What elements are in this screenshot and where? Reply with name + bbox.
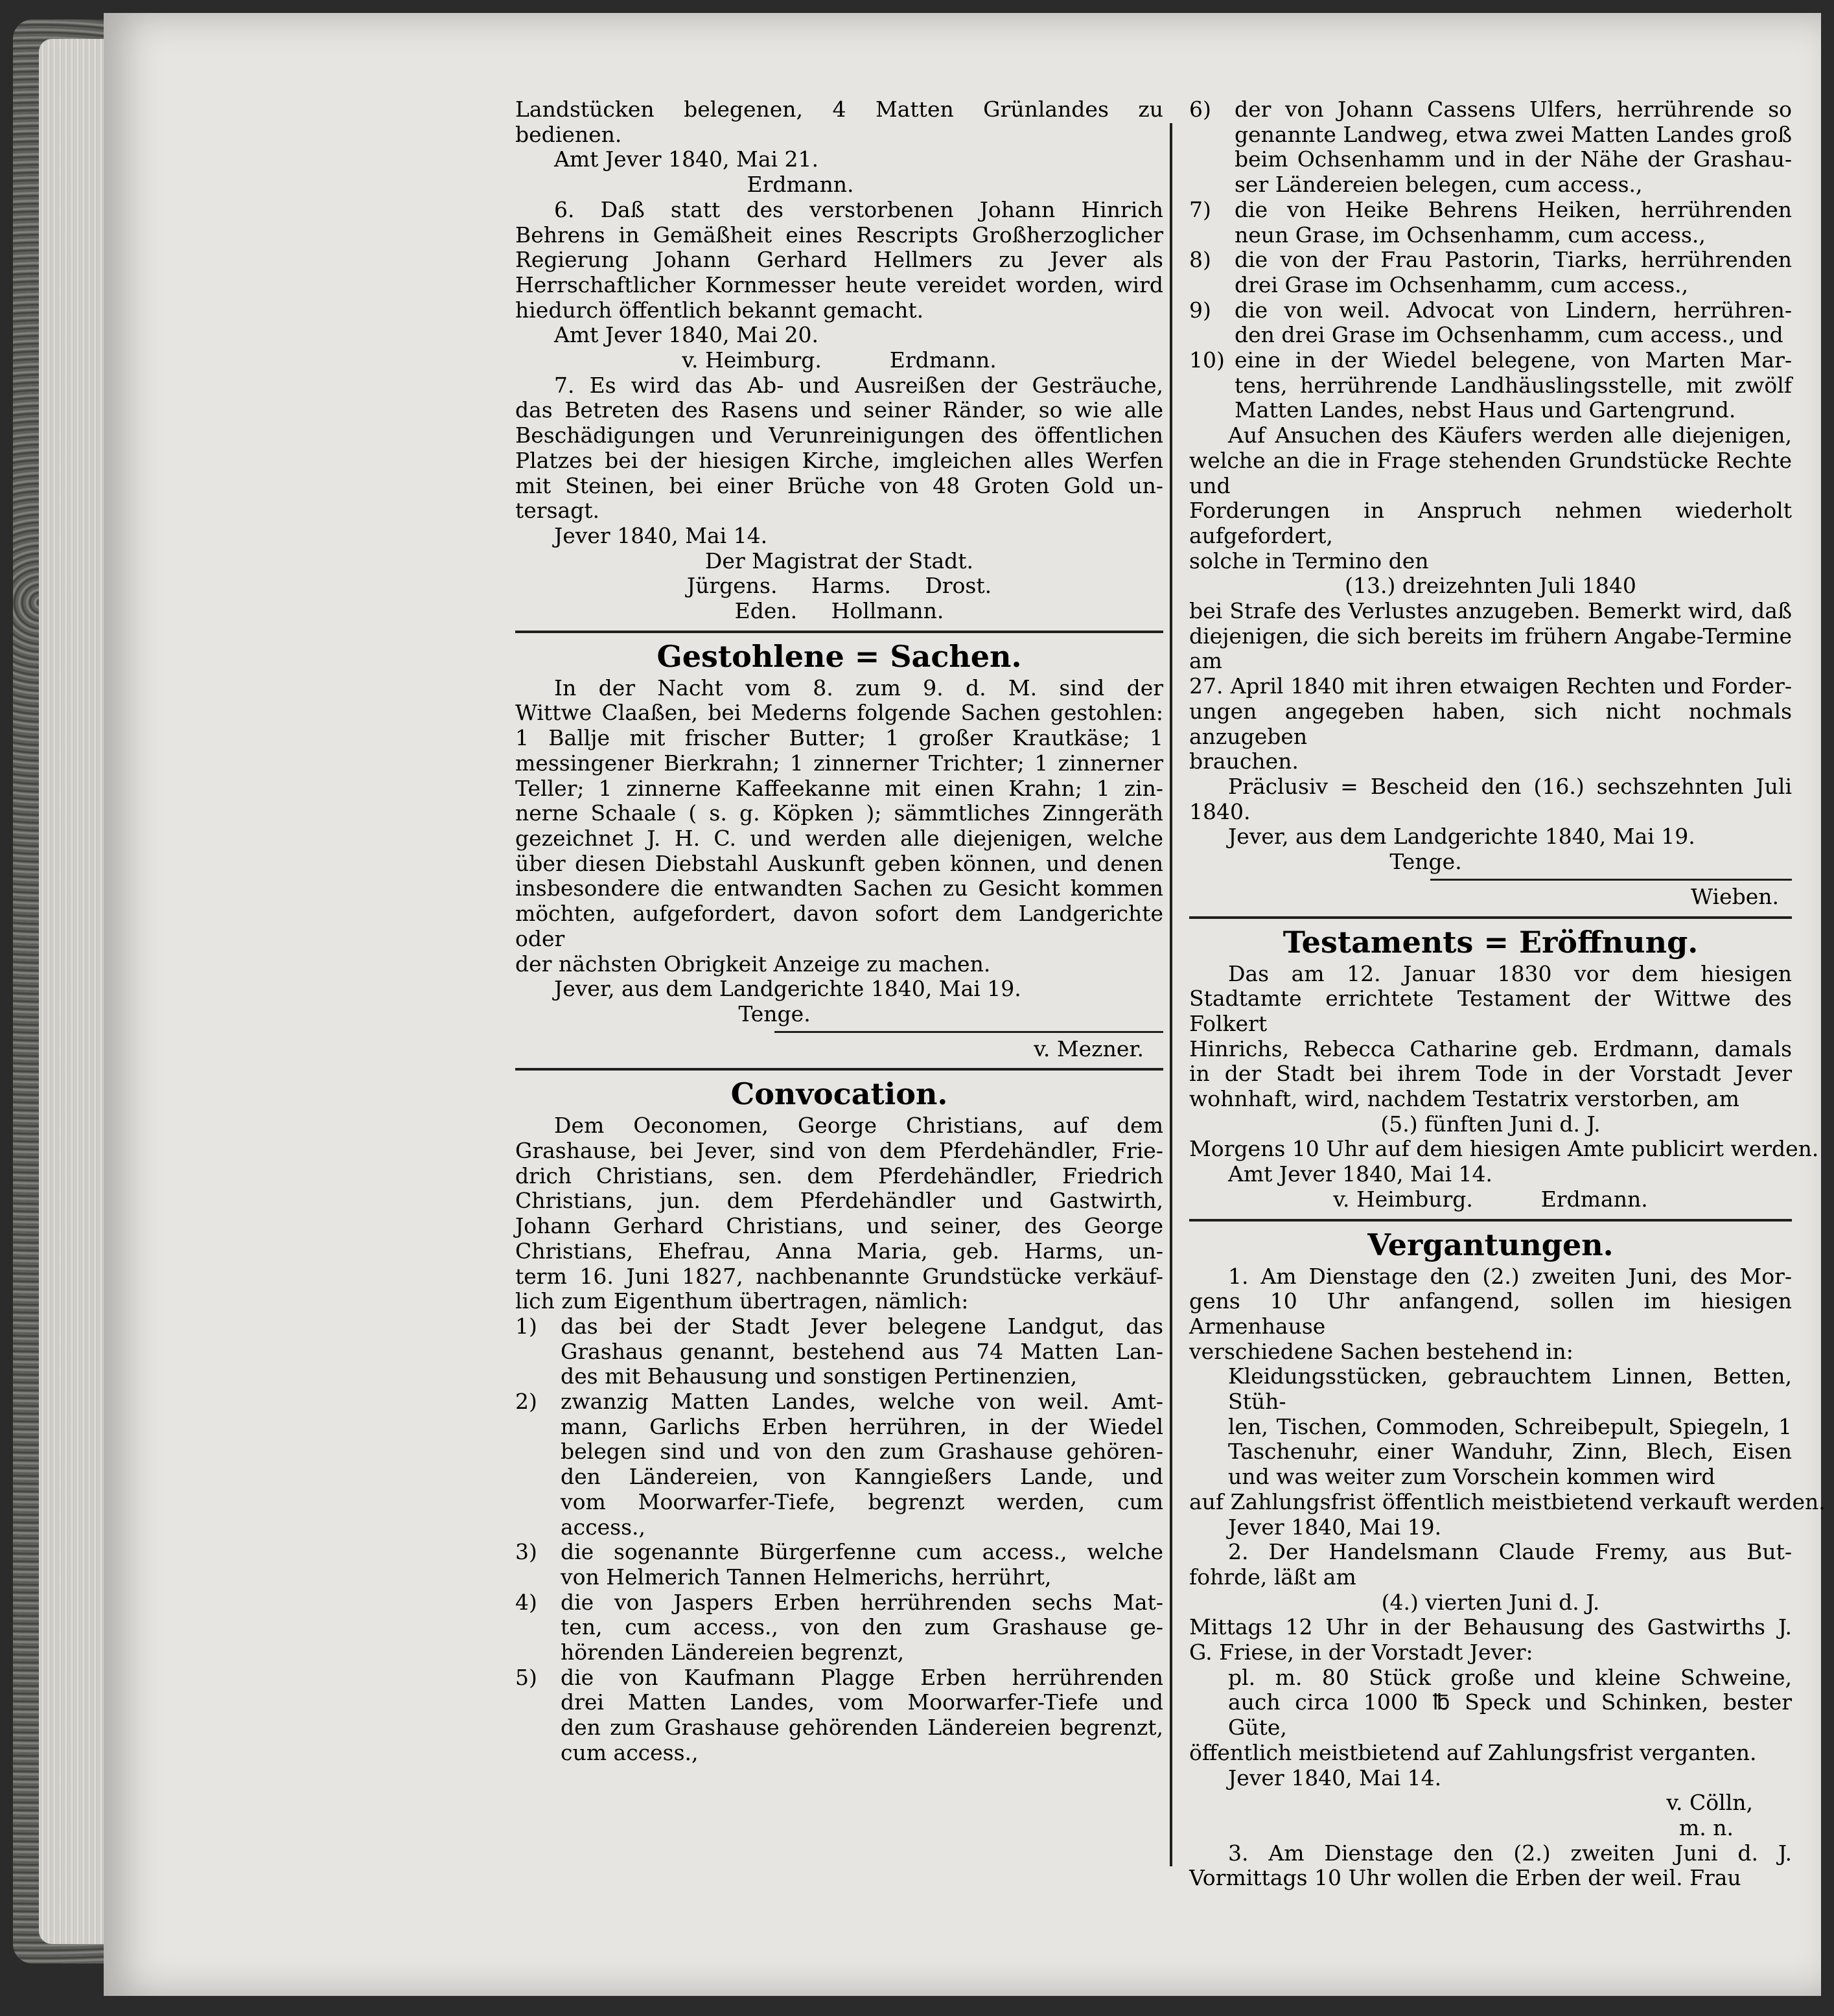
text-line: 3. Am Dienstage den (2.) zweiten Juni d. J.	[1228, 1840, 1792, 1866]
section-divider	[515, 631, 1163, 633]
item-number: 3)	[515, 1539, 537, 1565]
date-line: Jever 1840, Mai 14.	[554, 522, 768, 548]
text-line: 1. Am Dienstage den (2.) zweiten Juni, des Mor-	[1228, 1263, 1792, 1289]
text-line: 7. Es wird das Ab- und Ausreißen der Gesträuche,	[554, 372, 1163, 398]
signature: Jürgens. Harms. Drost.	[686, 573, 992, 599]
item-line: die von der Frau Pastorin, Tiarks, herrührenden	[1235, 247, 1792, 273]
text-line: drich Christians, sen. dem Pferdehändler, Friedrich	[515, 1163, 1163, 1188]
list-item	[515, 1540, 1163, 1590]
section-heading: Convocation.	[730, 1076, 948, 1112]
text-line: mit Steinen, bei einer Brüche von 48 Groten Gold un-	[515, 472, 1163, 498]
item-line: die von weil. Advocat von Lindern, herrühren-	[1235, 297, 1792, 323]
item-text	[561, 1540, 1163, 1590]
item-number: 6)	[1189, 97, 1211, 122]
list-item	[515, 1389, 1163, 1540]
text-line: term 16. Juni 1827, nachbenannte Grundstücke verkäuf-	[515, 1263, 1163, 1289]
item-line: die von Kaufmann Plagge Erben herrührenden	[561, 1664, 1163, 1690]
item-text	[1235, 97, 1792, 198]
item-line: belegen sind und von den zum Grashause gehören-	[561, 1439, 1163, 1465]
signature: Tenge.	[738, 1001, 811, 1026]
signature: Der Magistrat der Stadt.	[704, 548, 974, 574]
date-line: Jever 1840, Mai 19.	[1228, 1514, 1442, 1540]
item-line: genannte Landweg, etwa zwei Matten Landes groß	[1235, 121, 1792, 147]
list-line: len, Tischen, Commoden, Schreibepult, Spiegeln, 1	[1228, 1413, 1792, 1439]
list-item	[1189, 97, 1792, 198]
text-line: möchten, aufgefordert, davon sofort dem Landgerichte oder	[515, 901, 1163, 951]
item-line: die von Heike Behrens Heiken, herrührenden	[1235, 196, 1792, 222]
item-line: zwanzig Matten Landes, welche von weil. Amt-	[561, 1389, 1163, 1415]
text-line: Auf Ansuchen des Käufers werden alle diejenigen,	[1228, 423, 1792, 448]
text-line: Johann Gerhard Christians, und seiner, des George	[515, 1213, 1163, 1239]
section-divider	[1189, 1219, 1792, 1222]
text-line: Mittags 12 Uhr in der Behausung des Gastwirths J.	[1189, 1614, 1792, 1640]
item-line: access.,	[561, 1514, 646, 1540]
item-number: 5)	[515, 1664, 537, 1690]
text-line: Dem Oeconomen, George Christians, auf dem	[554, 1113, 1163, 1139]
section-heading: Gestohlene = Sachen.	[656, 638, 1022, 674]
item-number: 1)	[515, 1313, 537, 1339]
column-divider	[1170, 123, 1172, 1866]
signature: m. n.	[1678, 1815, 1734, 1840]
text-line: der nächsten Obrigkeit Anzeige zu machen.	[515, 951, 991, 977]
item-number: 2)	[515, 1389, 537, 1415]
item-number: 4)	[515, 1589, 537, 1615]
item-line: das bei der Stadt Jever belegene Landgut, das	[561, 1313, 1163, 1339]
section-heading: Testaments = Eröffnung.	[1283, 924, 1699, 960]
item-text	[561, 1389, 1163, 1540]
list-item	[515, 1314, 1163, 1389]
text-line: Landstücken belegenen, 4 Matten Grünlandes zu bedienen.	[515, 97, 1163, 147]
section-divider	[1189, 916, 1792, 919]
text-line: tersagt.	[515, 498, 600, 524]
text-line: Das am 12. Januar 1830 vor dem hiesigen	[1228, 960, 1792, 986]
item-line: beim Ochsenhamm und in der Nähe der Grashau-	[1235, 146, 1792, 172]
item-text	[561, 1590, 1163, 1665]
text-line: Teller; 1 zinnerne Kaffeekanne mit einen Krahn; 1 zin-	[515, 775, 1163, 801]
list-item	[515, 1665, 1163, 1766]
term-date: (4.) vierten Juni d. J.	[1381, 1589, 1600, 1615]
item-line: der von Johann Cassens Ulfers, herrührende so	[1235, 97, 1792, 122]
list-item	[1189, 348, 1792, 423]
right-column	[1189, 97, 1826, 1891]
item-line: den zum Grashause gehörenden Ländereien begrenzt,	[561, 1715, 1163, 1741]
text-line: nerne Schaale ( s. g. Köpken ); sämmtliches Zinngeräth	[515, 800, 1163, 826]
signature: v. Heimburg. Erdmann.	[1333, 1186, 1648, 1212]
text-line: Stadtamte errichtete Testament der Wittwe des Folkert	[1189, 986, 1792, 1036]
item-line: des mit Behausung und sonstigen Pertinenzien,	[561, 1363, 1078, 1389]
term-date: (5.) fünften Juni d. J.	[1380, 1111, 1601, 1137]
item-text	[1235, 198, 1792, 248]
text-line: Platzes bei der hiesigen Kirche, imgleichen alles Werfen	[515, 447, 1163, 473]
text-line: gens 10 Uhr anfangend, sollen im hiesigen Armenhause	[1189, 1288, 1792, 1339]
item-line: eine in der Wiedel belegene, von Marten Mar-	[1235, 347, 1792, 373]
text-line: Wittwe Claaßen, bei Mederns folgende Sachen gestohlen:	[515, 700, 1163, 726]
text-line: Regierung Johann Gerhard Hellmers zu Jever als	[515, 247, 1163, 273]
date-line: Jever 1840, Mai 14.	[1228, 1765, 1442, 1790]
signature-rule	[774, 1031, 1163, 1033]
item-number: 7)	[1189, 196, 1211, 222]
item-text	[1235, 248, 1792, 297]
text-line: 6. Daß statt des verstorbenen Johann Hinrich	[554, 196, 1163, 222]
text-line: brauchen.	[1189, 748, 1299, 774]
text-line: G. Friese, in der Vorstadt Jever:	[1189, 1639, 1533, 1665]
item-line: mann, Garlichs Erben herrühren, in der Wiedel	[561, 1413, 1163, 1439]
item-line: drei Grase im Ochsenhamm, cum access.,	[1235, 272, 1689, 297]
item-line: den Ländereien, von Kanngießers Lande, und	[561, 1464, 1163, 1490]
text-line: Forderungen in Anspruch nehmen wiederholt aufgefordert,	[1189, 498, 1792, 548]
text-line: 1 Ballje mit frischer Butter; 1 großer Krautkäse; 1	[515, 725, 1163, 751]
text-line: verschiedene Sachen bestehend in:	[1189, 1338, 1573, 1364]
section-divider	[515, 1068, 1163, 1071]
text-line: 27. April 1840 mit ihren etwaigen Rechten und Forder-	[1189, 673, 1792, 699]
item-line: vom Moorwarfer-Tiefe, begrenzt werden, cum	[561, 1489, 1163, 1514]
text-line: Morgens 10 Uhr auf dem hiesigen Amte publicirt werden.	[1189, 1136, 1819, 1162]
text-line: Hinrichs, Rebecca Catharine geb. Erdmann, damals	[1189, 1036, 1792, 1061]
text-line: Vormittags 10 Uhr wollen die Erben der weil. Frau	[1189, 1865, 1741, 1891]
text-line: gezeichnet J. H. C. und werden alle diejenigen, welche	[515, 825, 1163, 851]
list-line: und was weiter zum Vorschein kommen wird	[1228, 1464, 1715, 1490]
text-line: bei Strafe des Verlustes anzugeben. Bemerkt wird, daß	[1189, 598, 1792, 624]
signature: v. Heimburg. Erdmann.	[682, 347, 997, 373]
signature: Erdmann.	[747, 172, 854, 198]
list-item	[515, 1590, 1163, 1665]
text-line: in der Stadt bei ihrem Tode in der Vorstadt Jever	[1189, 1061, 1792, 1087]
text-line: Christians, jun. dem Pferdehändler und Gastwirth,	[515, 1188, 1163, 1214]
signature: Wieben.	[1691, 883, 1779, 909]
date-line: Amt Jever 1840, Mai 21.	[554, 146, 819, 172]
item-line: die sogenannte Bürgerfenne cum access., welche	[561, 1539, 1163, 1565]
item-line: Matten Landes, nebst Haus und Gartengrund.	[1235, 397, 1736, 423]
date-line: Amt Jever 1840, Mai 14.	[1228, 1161, 1493, 1187]
list-line: auch circa 1000 ℔ Speck und Schinken, bester	[1228, 1689, 1792, 1715]
left-column	[515, 97, 1163, 1766]
text-line: Christians, Ehefrau, Anna Maria, geb. Harms, un-	[515, 1238, 1163, 1264]
text-line: auf Zahlungsfrist öffentlich meistbietend verkauft werden.	[1189, 1489, 1826, 1514]
signature: v. Cölln,	[1666, 1790, 1753, 1816]
text-line: lich zum Eigenthum übertragen, nämlich:	[515, 1288, 969, 1314]
item-number: 10)	[1189, 347, 1225, 373]
item-line: ser Ländereien belegen, cum access.,	[1235, 172, 1643, 198]
text-line: diejenigen, die sich bereits im frühern Angabe-Termine am	[1189, 623, 1792, 674]
text-line: solche in Termino den	[1189, 548, 1429, 574]
item-line: ten, cum access., von den zum Grashause ge-	[561, 1614, 1163, 1640]
signature: v. Mezner.	[1034, 1036, 1144, 1061]
list-item	[1189, 198, 1792, 248]
item-text	[561, 1314, 1163, 1389]
item-number: 8)	[1189, 247, 1211, 273]
date-line: Jever, aus dem Landgerichte 1840, Mai 19.	[1228, 824, 1695, 850]
item-line: Grashaus genannt, bestehend aus 74 Matten Lan-	[561, 1338, 1163, 1364]
item-text	[1235, 348, 1792, 423]
text-line: insbesondere die entwandten Sachen zu Gesicht kommen	[515, 875, 1163, 901]
text-line: ungen angegeben haben, sich nicht nochmals anzugeben	[1189, 698, 1792, 749]
date-line: Amt Jever 1840, Mai 20.	[554, 322, 819, 348]
item-line: tens, herrührende Landhäuslingsstelle, mit zwölf	[1235, 372, 1792, 398]
text-line: hiedurch öffentlich bekannt gemacht.	[515, 297, 924, 323]
term-date: (13.) dreizehnten Juli 1840	[1345, 573, 1636, 599]
text-line: In der Nacht vom 8. zum 9. d. M. sind der	[554, 675, 1163, 701]
signature-rule	[1430, 879, 1792, 881]
text-line: das Betreten des Rasens und seiner Ränder, so wie alle	[515, 397, 1163, 423]
signature: Eden. Hollmann.	[734, 598, 944, 624]
item-line: drei Matten Landes, vom Moorwarfer-Tiefe und	[561, 1689, 1163, 1715]
item-line: hörenden Ländereien begrenzt,	[561, 1639, 905, 1665]
item-line: die von Jaspers Erben herrührenden sechs Mat-	[561, 1589, 1163, 1615]
list-line: Güte,	[1228, 1715, 1287, 1741]
text-line: messingener Bierkrahn; 1 zinnerner Trichter; 1 zinnerner	[515, 750, 1163, 776]
item-text	[561, 1665, 1163, 1766]
text-line: Grashause, bei Jever, sind von dem Pferdehändler, Frie-	[515, 1138, 1163, 1164]
text-line: 2. Der Handelsmann Claude Fremy, aus But-	[1228, 1539, 1792, 1565]
text-line: wohnhaft, wird, nachdem Testatrix verstorben, am	[1189, 1086, 1739, 1112]
item-line: neun Grase, im Ochsenhamm, cum access.,	[1235, 222, 1706, 248]
date-line: Jever, aus dem Landgerichte 1840, Mai 19.	[554, 976, 1021, 1002]
text-line: Behrens in Gemäßheit eines Rescripts Großherzoglicher	[515, 222, 1163, 248]
item-text	[1235, 298, 1792, 348]
list-item	[1189, 248, 1792, 297]
text-line: welche an die in Frage stehenden Grundstücke Rechte und	[1189, 447, 1792, 498]
text-line: Herrschaftlicher Kornmesser heute vereidet worden, wird	[515, 272, 1163, 297]
text-line: Beschädigungen und Verunreinigungen des öffentlichen	[515, 423, 1163, 448]
item-line: von Helmerich Tannen Helmerichs, herrührt,	[561, 1564, 1052, 1590]
list-line: pl. m. 80 Stück große und kleine Schweine,	[1228, 1664, 1792, 1690]
item-number: 9)	[1189, 297, 1211, 323]
item-line: den drei Grase im Ochsenhamm, cum access., und	[1235, 322, 1783, 348]
signature: Tenge.	[1389, 849, 1462, 875]
text-line: Präclusiv = Bescheid den (16.) sechszehnten Juli	[1228, 773, 1792, 799]
text-line: 1840.	[1189, 798, 1251, 824]
list-line: Kleidungsstücken, gebrauchtem Linnen, Betten, Stüh-	[1228, 1363, 1792, 1415]
list-item	[1189, 298, 1792, 348]
section-heading: Vergantungen.	[1367, 1227, 1614, 1262]
text-line: fohrde, läßt am	[1189, 1564, 1356, 1590]
list-line: Taschenuhr, einer Wanduhr, Zinn, Blech, Eisen	[1228, 1439, 1792, 1465]
item-line: cum access.,	[561, 1739, 699, 1765]
text-line: über diesen Diebstahl Auskunft geben können, und denen	[515, 850, 1163, 876]
text-line: öffentlich meistbietend auf Zahlungsfrist verganten.	[1189, 1739, 1757, 1765]
